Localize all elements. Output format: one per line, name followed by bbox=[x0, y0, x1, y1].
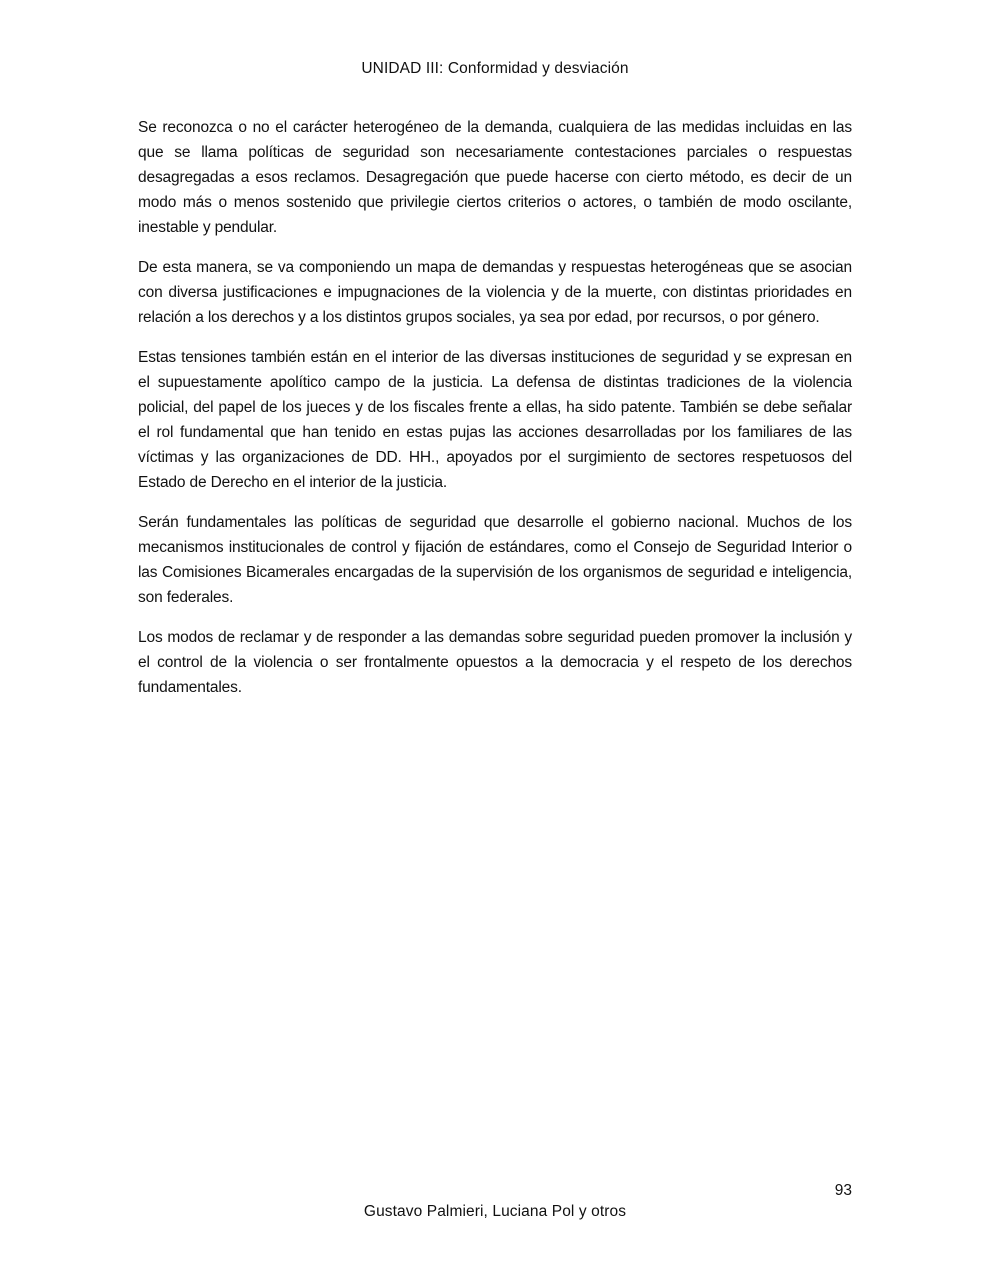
paragraph-5: Los modos de reclamar y de responder a las demandas sobre seguridad pueden promover la inclusión y el control de la violencia o ser frontalmente opuestos a la democracia y el respeto de los derechos fundamentales. bbox=[138, 629, 852, 696]
running-header: UNIDAD III: Conformidad y desviación bbox=[361, 60, 629, 77]
body-text bbox=[138, 115, 852, 715]
paragraph-1: Se reconozca o no el carácter heterogéneo de la demanda, cualquiera de las medidas incluidas en las que se llama políticas de seguridad son necesariamente contestaciones parciales o respuestas desagregadas a esos reclamos. Desagregación que puede hacerse con cierto método, es decir de un modo más o menos sostenido que privilegie ciertos criterios o actores, o también de modo oscilante, inestable y pendular. bbox=[138, 119, 852, 236]
page-number: 93 bbox=[834, 1182, 852, 1199]
paragraph-3: Estas tensiones también están en el interior de las diversas instituciones de seguridad y se expresan en el supuestamente apolítico campo de la justicia. La defensa de distintas tradiciones de la violencia policial, del papel de los jueces y de los fiscales frente a ellas, ha sido patente. También se debe señalar el rol fundamental que han tenido en estas pujas las acciones desarrolladas por los familiares de las víctimas y las organizaciones de DD. HH., apoyados por el surgimiento de sectores respetuosos del Estado de Derecho en el interior de la justicia. bbox=[138, 349, 852, 491]
running-footer: Gustavo Palmieri, Luciana Pol y otros bbox=[363, 1203, 627, 1220]
paragraph-2: De esta manera, se va componiendo un mapa de demandas y respuestas heterogéneas que se asocian con diversa justificaciones e impugnaciones de la violencia y de la muerte, con distintas prioridades en relación a los derechos y a los distintos grupos sociales, ya sea por edad, por recursos, o por género. bbox=[138, 259, 852, 326]
paragraph-4: Serán fundamentales las políticas de seguridad que desarrolle el gobierno nacional. Muchos de los mecanismos institucionales de control y fijación de estándares, como el Consejo de Seguridad Interior o las Comisiones Bicamerales encargadas de la supervisión de los organismos de seguridad e inteligencia, son federales. bbox=[138, 514, 852, 606]
